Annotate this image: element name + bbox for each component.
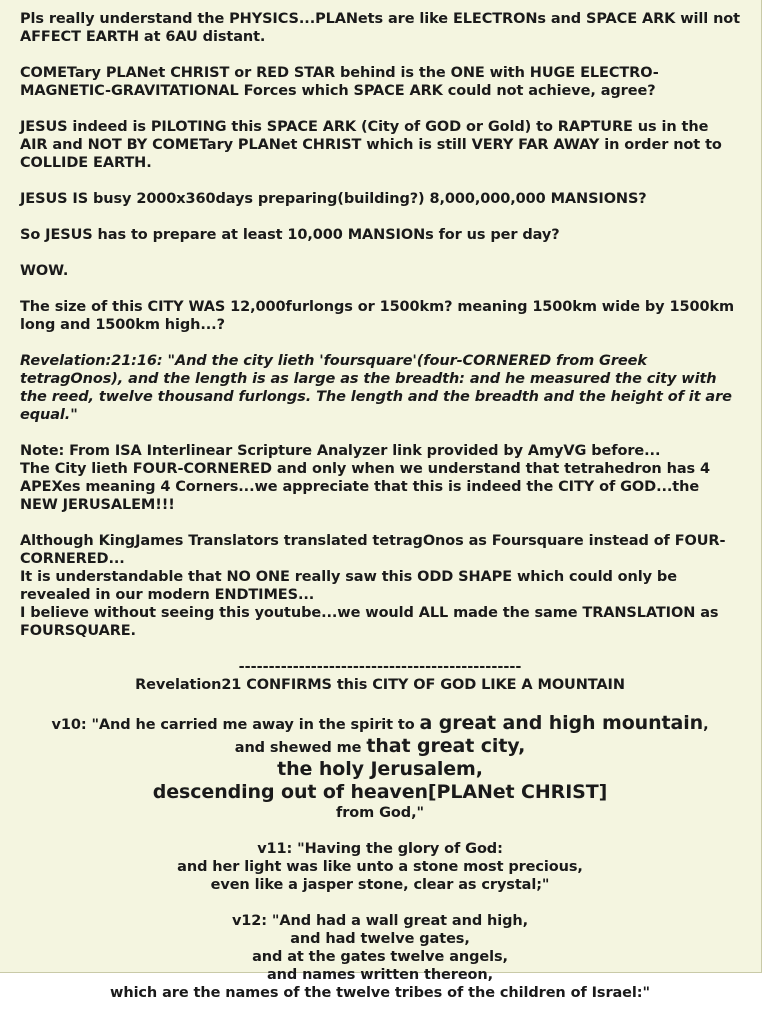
section-heading: Revelation21 CONFIRMS this CITY OF GOD LIKE A MOUNTAIN — [135, 677, 625, 693]
scripture-quote: Revelation:21:16: "And the city lieth 'foursquare'(four-CORNERED from Greek tetragOnos), and the length is as large as the breadth: and he measured the city with the reed, twelve thousand furlongs. The length and the breadth and the height of it are equal." — [20, 353, 732, 423]
post-paragraph: COMETary PLANet CHRIST or RED STAR behind is the ONE with HUGE ELECTRO-MAGNETIC-GRAVITATIONAL Forces which SPACE ARK could not achieve, agree? — [20, 65, 659, 99]
post-paragraph: WOW. — [20, 263, 69, 279]
verse-line: and her light was like unto a stone most precious, — [177, 859, 583, 875]
translation-line: I believe without seeing this youtube...we would ALL made the same TRANSLATION as FOURSQUARE. — [20, 605, 719, 639]
verse-line: v12: "And had a wall great and high, — [231, 913, 529, 929]
note-line: Note: From ISA Interlinear Scripture Analyzer link provided by AmyVG before... — [20, 443, 661, 459]
verse-line: v11: "Having the glory of God: — [257, 841, 503, 857]
post-paragraph: Pls really understand the PHYSICS...PLANets are like ELECTRONs and SPACE ARK will not AFFECT EARTH at 6AU distant. — [20, 11, 740, 45]
verse-text: , — [703, 717, 709, 733]
verse-line: and at the gates twelve angels, — [252, 949, 508, 965]
post-paragraph: So JESUS has to prepare at least 10,000 MANSIONs for us per day? — [20, 227, 560, 243]
verse-text: and shewed me — [234, 740, 367, 756]
verse-line: and had twelve gates, — [290, 931, 470, 947]
verse-emphasis: a great and high mountain — [419, 712, 704, 734]
translation-line: Although KingJames Translators translated tetragOnos as Foursquare instead of FOUR-CORNERED... — [20, 533, 726, 567]
verse-line — [20, 735, 740, 758]
translation-line: It is understandable that NO ONE really saw this ODD SHAPE which could only be revealed in our modern ENDTIMES... — [20, 569, 677, 603]
divider-line: ----------------------------------------------- — [238, 659, 522, 675]
scripture-section — [20, 658, 740, 1002]
verse-emphasis: that great city, — [366, 735, 526, 757]
verse-12 — [20, 912, 740, 1002]
post-paragraph: JESUS indeed is PILOTING this SPACE ARK (City of GOD or Gold) to RAPTURE us in the AIR and NOT BY COMETary PLANet CHRIST which is still VERY FAR AWAY in order not to COLLIDE EARTH. — [20, 119, 722, 171]
verse-line: from God," — [336, 805, 424, 821]
verse-line — [20, 712, 740, 735]
post-paragraph: The size of this CITY WAS 12,000furlongs or 1500km? meaning 1500km wide by 1500km long and 1500km high...? — [20, 299, 734, 333]
note-block — [20, 442, 740, 514]
verse-emphasis-line: the holy Jerusalem, — [277, 758, 483, 780]
verse-text: v10: "And he carried me away in the spirit to — [51, 717, 420, 733]
verse-line: and names written thereon, — [266, 967, 494, 983]
verse-11 — [20, 840, 740, 894]
verse-line: which are the names of the twelve tribes of the children of Israel:" — [110, 985, 650, 1001]
note-line: The City lieth FOUR-CORNERED and only when we understand that tetrahedron has 4 APEXes meaning 4 Corners...we appreciate that this is indeed the CITY of GOD...the NEW JERUSALEM!!! — [20, 461, 710, 513]
post-body — [20, 10, 740, 1020]
post-paragraph: JESUS IS busy 2000x360days preparing(building?) 8,000,000,000 MANSIONS? — [20, 191, 647, 207]
verse-emphasis-line: descending out of heaven[PLANet CHRIST] — [152, 781, 608, 803]
translation-block — [20, 532, 740, 640]
verse-line: even like a jasper stone, clear as crystal;" — [210, 877, 550, 893]
verse-10 — [20, 712, 740, 822]
